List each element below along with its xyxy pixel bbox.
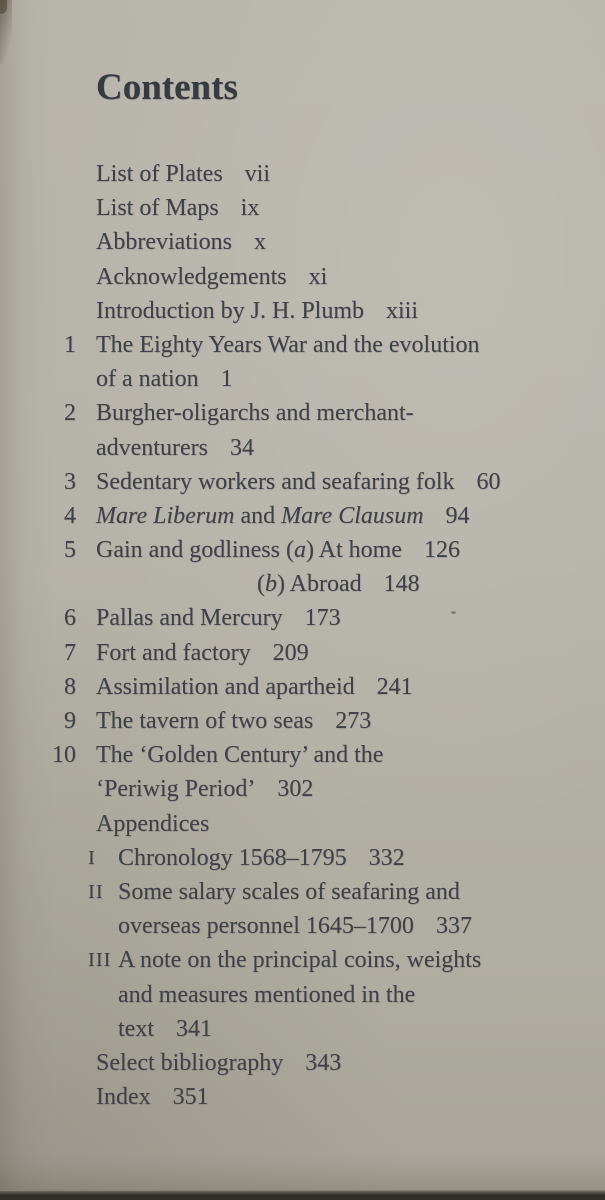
toc-entry-segment: ) At home	[305, 537, 402, 564]
toc-entry-text	[96, 533, 605, 567]
chapter-number: 6	[64, 605, 76, 632]
page-number: 302	[277, 776, 314, 803]
toc-line	[0, 601, 605, 635]
toc-line	[0, 191, 605, 225]
toc-entry-segment: and measures mentioned in the	[118, 981, 416, 1008]
toc-entry-segment: A note on the principal coins, weights	[118, 947, 482, 974]
toc-entry-segment: List of Plates	[96, 161, 223, 187]
toc-entry-segment: Introduction by J. H. Plumb	[96, 297, 364, 324]
toc-entry-text	[96, 499, 605, 533]
chapter-number: 4	[64, 502, 76, 529]
appendix-numeral: III	[88, 949, 112, 972]
toc-line	[0, 328, 605, 362]
toc-entry-text	[118, 943, 605, 977]
toc-entry-text	[96, 191, 605, 225]
toc-entry-text	[96, 328, 605, 362]
chapter-number: 8	[64, 673, 76, 700]
page-number: 273	[335, 708, 372, 734]
toc-line	[0, 841, 605, 875]
toc-entry-segment: The tavern of two seas	[96, 708, 314, 734]
toc-line	[0, 533, 605, 567]
toc-line	[0, 294, 605, 328]
page-number: 332	[368, 844, 405, 871]
page-number: 351	[172, 1084, 209, 1111]
appendix-numeral: I	[88, 846, 96, 869]
toc-line	[0, 807, 605, 841]
chapter-number: 2	[64, 400, 76, 427]
toc-entry-italic-segment: a	[293, 537, 306, 564]
page-number: 337	[435, 913, 472, 940]
toc	[0, 157, 605, 1114]
page-number: 60	[476, 468, 501, 495]
toc-entry-text	[96, 670, 605, 704]
toc-entry-segment: The Eighty Years War and the evolution	[96, 331, 480, 358]
page-number: 343	[305, 1049, 342, 1076]
toc-entry-segment: Sedentary workers and seafaring folk	[96, 468, 455, 495]
toc-entry-text	[96, 396, 605, 430]
toc-entry-text	[96, 431, 605, 465]
toc-entry-segment: Some salary scales of seafaring and	[118, 878, 460, 905]
page-number: ix	[240, 195, 260, 222]
toc-entry-text	[118, 978, 605, 1012]
page-number: 94	[445, 502, 470, 529]
chapter-number: 1	[64, 331, 76, 358]
photo-bottom-fade	[0, 1151, 605, 1191]
page-number: 148	[383, 571, 420, 598]
toc-line	[0, 499, 605, 533]
page-number: 1	[220, 366, 233, 393]
toc-line	[0, 157, 605, 191]
appendix-numeral: II	[88, 880, 104, 903]
toc-entry-segment: Acknowledgements	[96, 263, 287, 290]
page-number: 209	[272, 639, 309, 666]
toc-entry-text	[257, 567, 605, 601]
toc-entry-text	[96, 260, 605, 294]
page-title: Contents	[96, 66, 238, 108]
toc-entry-text	[96, 704, 605, 738]
toc-entry-italic-segment: Mare Liberum	[96, 502, 235, 529]
toc-entry-segment: and	[234, 502, 282, 529]
toc-entry-text	[96, 807, 605, 841]
toc-entry-text	[96, 362, 605, 396]
toc-entry-italic-segment: b	[265, 571, 277, 598]
toc-entry-segment: Gain and godliness (	[96, 537, 294, 564]
toc-line	[0, 978, 605, 1012]
chapter-number: 9	[64, 708, 76, 734]
toc-line	[0, 670, 605, 704]
toc-entry-segment: Pallas and Mercury	[96, 605, 283, 632]
page-number: xi	[308, 263, 328, 290]
chapter-number: 7	[64, 639, 76, 666]
page-number: 34	[229, 434, 254, 461]
toc-line	[0, 909, 605, 943]
toc-entry-segment: Assimilation and apartheid	[96, 673, 355, 700]
toc-entry-text	[96, 1080, 605, 1114]
toc-line	[0, 1080, 605, 1114]
toc-entry-text	[96, 601, 605, 635]
toc-line	[0, 636, 605, 670]
toc-entry-text	[96, 1046, 605, 1080]
toc-entry-segment: Index	[96, 1084, 151, 1111]
chapter-number: 3	[64, 468, 76, 495]
page-number: 241	[376, 673, 413, 700]
toc-entry-segment: adventurers	[96, 434, 208, 461]
toc-entry-text	[96, 225, 605, 259]
toc-line	[0, 362, 605, 396]
page-number: 173	[304, 605, 341, 632]
toc-entry-segment: Chronology 1568–1795	[118, 844, 347, 871]
toc-entry-segment: (	[257, 571, 265, 598]
toc-line	[0, 943, 605, 977]
toc-line	[0, 875, 605, 909]
page-number: 126	[423, 537, 460, 564]
toc-entry-text	[96, 294, 605, 328]
chapter-number: 5	[64, 537, 76, 564]
toc-line	[0, 567, 605, 601]
photo-bottom-edge	[0, 1190, 605, 1200]
toc-entry-segment: overseas personnel 1645–1700	[118, 913, 414, 940]
toc-entry-segment: ) Abroad	[277, 571, 362, 598]
toc-line	[0, 225, 605, 259]
toc-line	[0, 431, 605, 465]
toc-entry-italic-segment: Mare Clausum	[281, 502, 424, 529]
toc-line	[0, 1012, 605, 1046]
toc-line	[0, 465, 605, 499]
toc-line	[0, 396, 605, 430]
toc-line	[0, 772, 605, 806]
toc-entry-segment: The ‘Golden Century’ and the	[96, 742, 384, 769]
toc-entry-segment: text	[118, 1015, 154, 1042]
toc-entry-segment: Abbreviations	[96, 229, 232, 256]
toc-line	[0, 1046, 605, 1080]
toc-entry-segment: List of Maps	[96, 195, 219, 222]
toc-entry-text	[96, 772, 605, 806]
chapter-number: 10	[52, 742, 76, 769]
toc-entry-text	[118, 1012, 605, 1046]
toc-entry-segment: Burgher-oligarchs and merchant-	[96, 400, 414, 427]
toc-entry-text	[118, 909, 605, 943]
toc-entry-text	[118, 841, 605, 875]
toc-entry-segment: Appendices	[96, 810, 210, 837]
toc-line	[0, 738, 605, 772]
toc-line	[0, 704, 605, 738]
toc-line	[0, 260, 605, 294]
page-number: 341	[176, 1015, 212, 1042]
toc-entry-text	[96, 157, 605, 191]
page-number: xiii	[386, 297, 419, 324]
toc-entry-segment: Select bibliography	[96, 1049, 284, 1076]
toc-entry-text	[96, 465, 605, 499]
page-number: x	[253, 229, 266, 256]
paper-speck	[451, 611, 456, 614]
toc-entry-text	[118, 875, 605, 909]
toc-entry-segment: of a nation	[96, 366, 199, 393]
toc-entry-text	[96, 636, 605, 670]
page-number: vii	[244, 161, 270, 187]
toc-entry-text	[96, 738, 605, 772]
toc-entry-segment: ‘Periwig Period’	[96, 776, 256, 803]
toc-entry-segment: Fort and factory	[96, 639, 251, 666]
